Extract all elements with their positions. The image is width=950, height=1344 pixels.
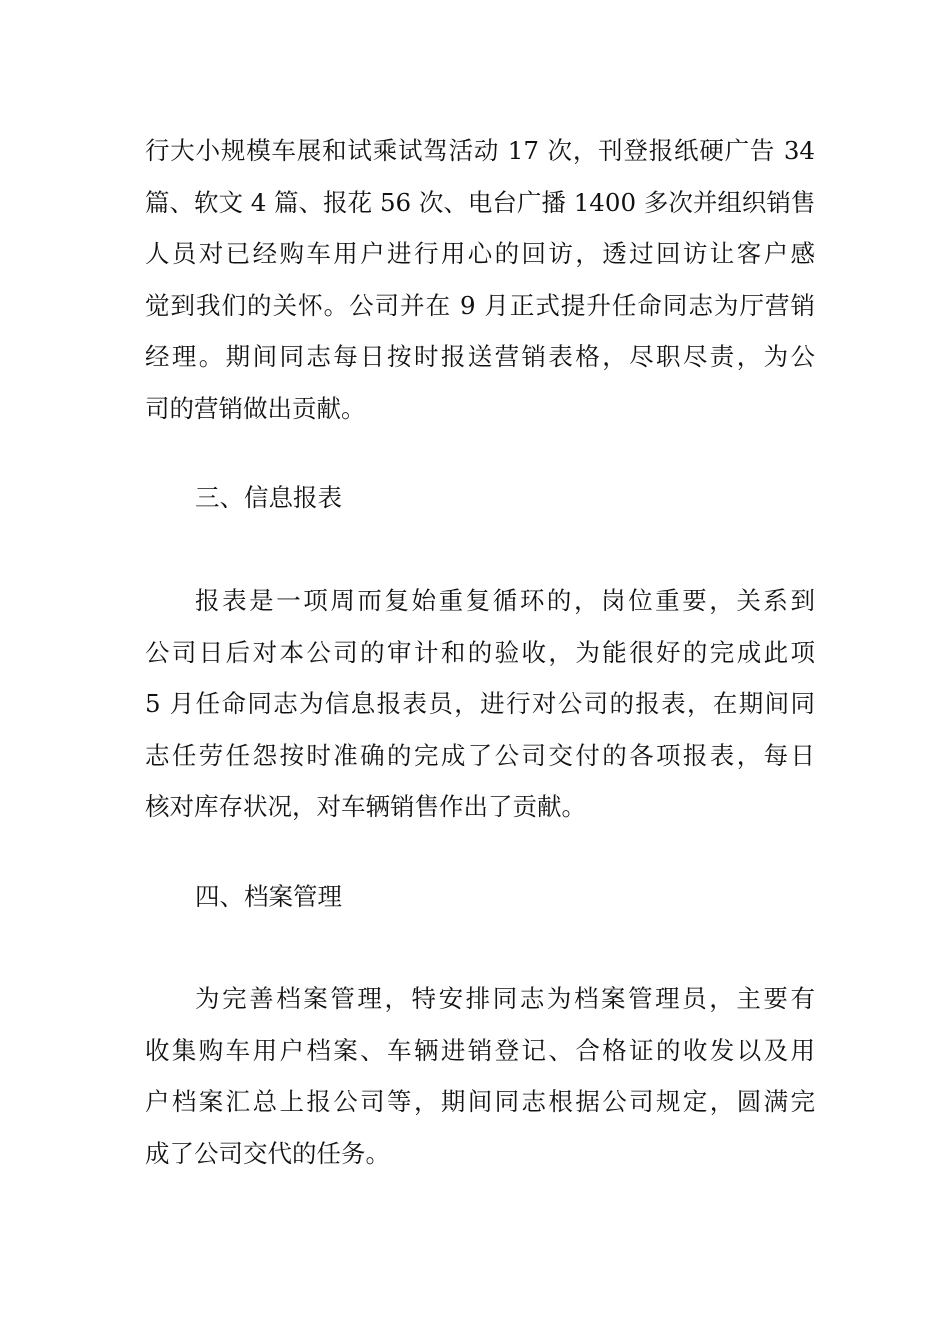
paragraph-promotion bbox=[145, 125, 815, 434]
section-heading-info-report: 三、信息报表 bbox=[195, 483, 342, 512]
paragraph-line: 篇、软文 4 篇、报花 56 次、电台广播 1400 多次并组织销售 bbox=[145, 187, 816, 217]
paragraph-line: 报表是一项周而复始重复循环的，岗位重要，关系到 bbox=[195, 586, 815, 615]
paragraph-line: 公司日后对本公司的审计和的验收，为能很好的完成此项 bbox=[145, 637, 815, 667]
section-heading-archive-management: 四、档案管理 bbox=[195, 882, 342, 911]
paragraph-line: 司的营销做出贡献。 bbox=[145, 393, 366, 423]
paragraph-line: 行大小规模车展和试乘试驾活动 17 次，刊登报纸硬广告 34 bbox=[145, 136, 815, 165]
paragraph-line: 收集购车用户档案、车辆进销登记、合格证的收发以及用 bbox=[145, 1035, 815, 1065]
paragraph-line: 核对库存状况，对车辆销售作出了贡献。 bbox=[145, 792, 586, 821]
paragraph-line: 为完善档案管理，特安排同志为档案管理员，主要有 bbox=[195, 984, 815, 1013]
paragraph-line: 成了公司交代的任务。 bbox=[145, 1138, 390, 1168]
paragraph-line: 户档案汇总上报公司等，期间同志根据公司规定，圆满完 bbox=[145, 1087, 815, 1116]
paragraph-line: 觉到我们的关怀。公司并在 9 月正式提升任命同志为厅营销 bbox=[145, 290, 815, 320]
paragraph-line: 志任劳任怨按时准确的完成了公司交付的各项报表，每日 bbox=[145, 740, 815, 770]
paragraph-line: 经理。期间同志每日按时报送营销表格，尽职尽责，为公 bbox=[145, 342, 815, 371]
paragraph-line: 人员对已经购车用户进行用心的回访，透过回访让客户感 bbox=[145, 239, 815, 268]
paragraph-info-report bbox=[145, 575, 815, 833]
paragraph-line: 5 月任命同志为信息报表员，进行对公司的报表，在期间同 bbox=[145, 689, 815, 718]
paragraph-archive-management bbox=[145, 973, 815, 1179]
